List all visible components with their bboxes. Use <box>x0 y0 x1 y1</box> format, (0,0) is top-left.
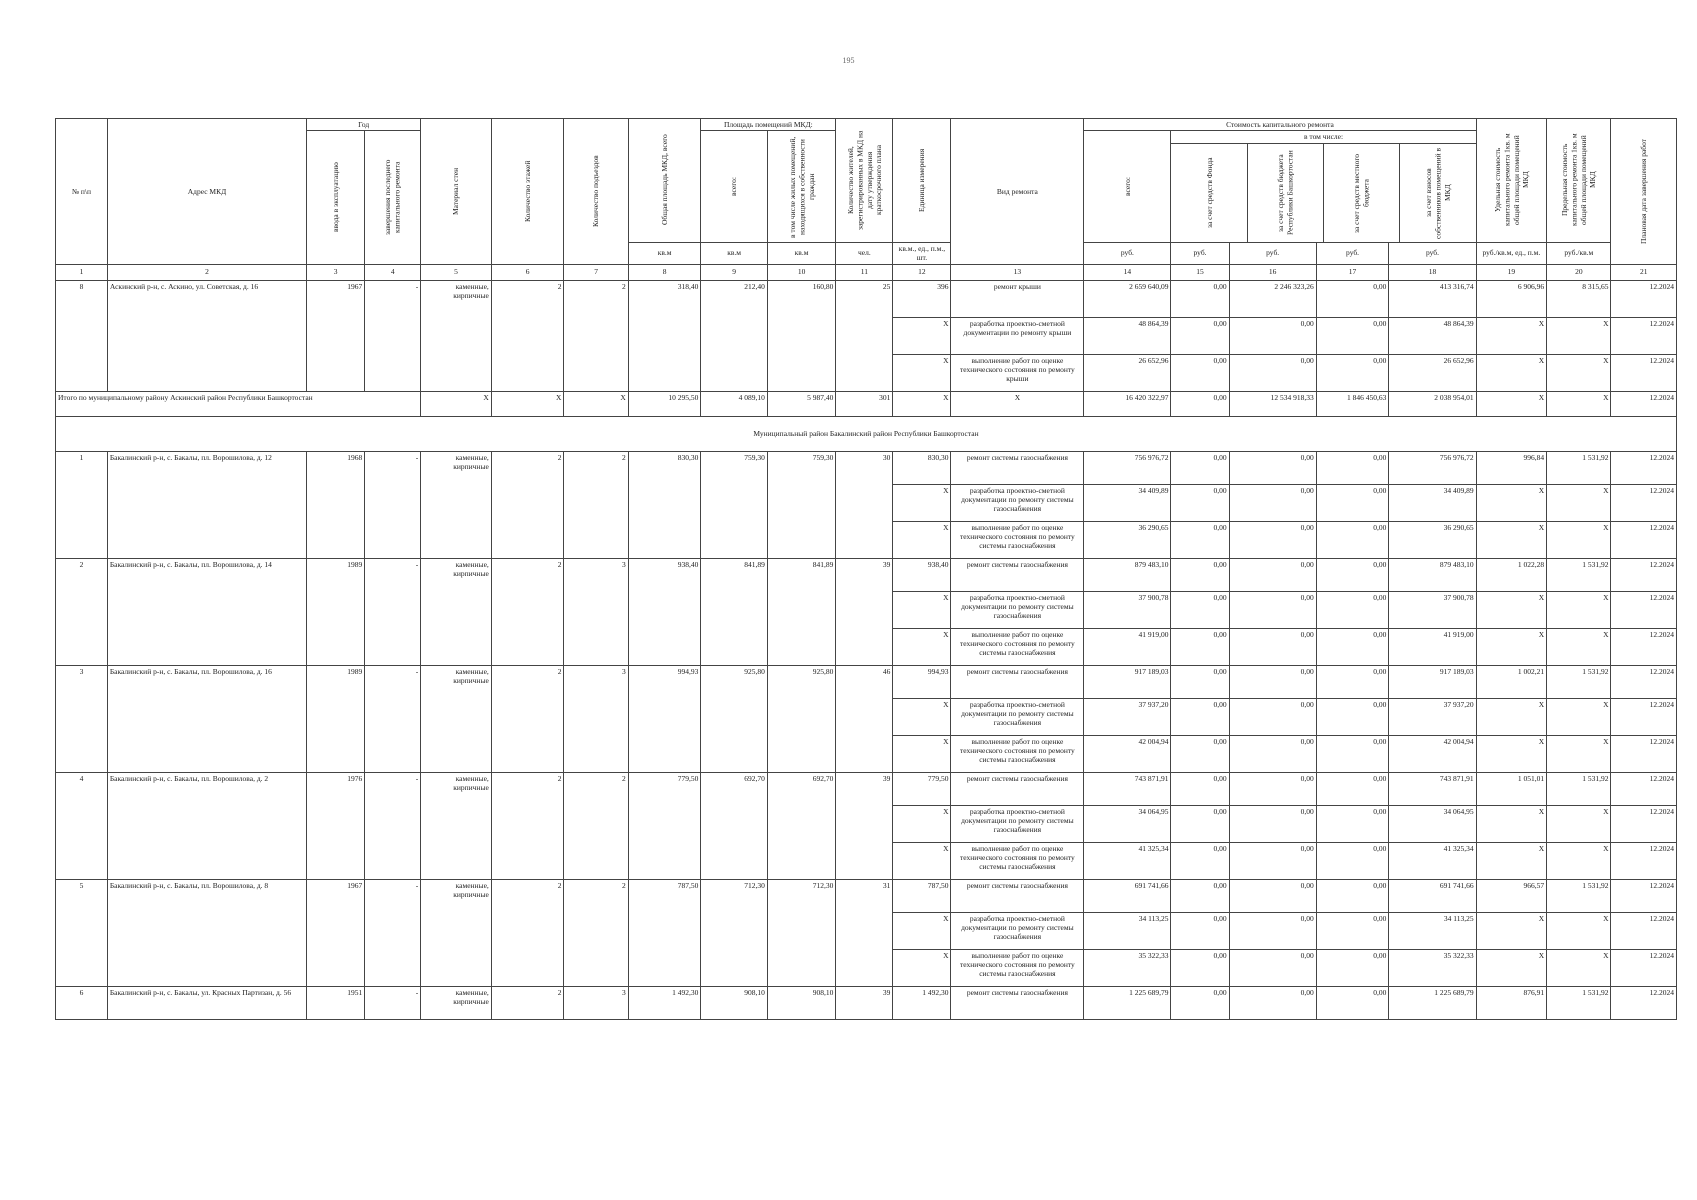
col-including: в том числе: за счет средств Фонда за счет средств бюджета Республики Башкортостан за счет средств местного бюджета за счет взносов собственников помещений в МКД <box>1171 131 1476 242</box>
table-row: X выполнение работ по оценке технического состояния по ремонту системы газоснабжения 35 322,33 0,00 0,00 0,00 35 322,33 X X 12.2024 <box>56 949 1677 986</box>
col-repair-type-header: Вид ремонта <box>951 119 1084 265</box>
col-year-commission: ввода в эксплуатацию <box>307 131 365 264</box>
table-row: 6 Бакалинский р-н, с. Бакалы, ул. Красных Партизан, д. 56 1951 - каменные, кирпичные 2 3 1 492,30 908,10 908,10 39 1 492,30 ремонт системы газоснабжения 1 225 689,79 0,00 0,00 0,00 1 225 689,79 876,91 1 531,92 12.2024 <box>56 986 1677 1019</box>
header-row-1 <box>56 119 1677 131</box>
col-residents-header: Количество жителей, зарегистрированных в МКД на дату утверждения краткосрочного плана <box>836 119 893 243</box>
table-row: 4 Бакалинский р-н, с. Бакалы, пл. Ворошилова, д. 2 1976 - каменные, кирпичные 2 2 779,50 692,70 692,70 39 779,50 ремонт системы газоснабжения 743 871,91 0,00 0,00 0,00 743 871,91 1 051,01 1 531,92 12.2024 <box>56 772 1677 805</box>
section-row <box>56 416 1677 451</box>
col-num-header: № п\п <box>56 119 108 265</box>
col-date-header: Плановая дата завершения работ <box>1611 119 1677 265</box>
table-row: 1 Бакалинский р-н, с. Бакалы, пл. Ворошилова, д. 12 1968 - каменные, кирпичные 2 2 830,30 759,30 759,30 30 830,30 ремонт системы газоснабжения 756 976,72 0,00 0,00 0,00 756 976,72 996,84 1 531,92 12.2024 <box>56 451 1677 484</box>
table-row: X выполнение работ по оценке технического состояния по ремонту системы газоснабжения 41 919,00 0,00 0,00 0,00 41 919,00 X X 12.2024 <box>56 628 1677 665</box>
col-year-last-repair: завершения последнего капитального ремонта <box>365 131 421 264</box>
col-premises-owned: в том числе жилых помещений, находящихся в собственности граждан <box>767 131 835 242</box>
units-row: кв.м кв.м кв.м чел. кв.м., ед., п.м., шт. руб. руб. руб. руб. руб. руб./кв.м, ед., п.м. руб./кв.м <box>56 242 1677 264</box>
table-row: X разработка проектно-сметной документации по ремонту системы газоснабжения 37 900,78 0,00 0,00 0,00 37 900,78 X X 12.2024 <box>56 591 1677 628</box>
col-premises-total: всего: <box>701 131 767 242</box>
col-year-group: Год <box>307 119 421 131</box>
col-unit-header: Единица измерения <box>893 119 951 243</box>
table-row: X разработка проектно-сметной документации по ремонту системы газоснабжения 34 064,95 0,00 0,00 0,00 34 064,95 X X 12.2024 <box>56 805 1677 842</box>
table-row: 3 Бакалинский р-н, с. Бакалы, пл. Ворошилова, д. 16 1989 - каменные, кирпичные 2 3 994,93 925,80 925,80 46 994,93 ремонт системы газоснабжения 917 189,03 0,00 0,00 0,00 917 189,03 1 002,21 1 531,92 12.2024 <box>56 665 1677 698</box>
table-row: X выполнение работ по оценке технического состояния по ремонту системы газоснабжения 41 325,34 0,00 0,00 0,00 41 325,34 X X 12.2024 <box>56 842 1677 879</box>
column-numbers-row: 1 2 3 4 5 6 7 8 9 10 11 12 13 14 15 16 17 18 19 20 21 <box>56 264 1677 280</box>
page-number: 195 <box>842 56 855 65</box>
col-max-cost-header: Предельная стоимость капитального ремонта 1кв. м общей площади помещений МКД <box>1547 119 1611 243</box>
table-row: X выполнение работ по оценке технического состояния по ремонту системы газоснабжения 42 004,94 0,00 0,00 0,00 42 004,94 X X 12.2024 <box>56 735 1677 772</box>
table-row: 5 Бакалинский р-н, с. Бакалы, пл. Ворошилова, д. 8 1967 - каменные, кирпичные 2 2 787,50 712,30 712,30 31 787,50 ремонт системы газоснабжения 691 741,66 0,00 0,00 0,00 691 741,66 966,57 1 531,92 12.2024 <box>56 879 1677 912</box>
col-unit-cost-header: Удельная стоимость капитального ремонта 1кв. м общей площади помещений МКД <box>1476 119 1547 243</box>
col-material-header: Материал стен <box>421 119 492 265</box>
col-cost-group: Стоимость капитального ремонта <box>1084 119 1476 131</box>
table-row: X выполнение работ по оценке технического состояния по ремонту крыши 26 652,96 0,00 0,00 0,00 26 652,96 X X 12.2024 <box>56 354 1677 391</box>
table-row: 2 Бакалинский р-н, с. Бакалы, пл. Ворошилова, д. 14 1989 - каменные, кирпичные 2 3 938,40 841,89 841,89 39 938,40 ремонт системы газоснабжения 879 483,10 0,00 0,00 0,00 879 483,10 1 022,28 1 531,92 12.2024 <box>56 558 1677 591</box>
col-premises-group: Площадь помещений МКД: <box>701 119 836 131</box>
repair-plan-table <box>55 118 1677 1020</box>
col-floors-header: Количество этажей <box>491 119 564 265</box>
col-cost-total: всего: <box>1084 131 1171 242</box>
table-row: X разработка проектно-сметной документации по ремонту крыши 48 864,39 0,00 0,00 0,00 48 864,39 X X 12.2024 <box>56 317 1677 354</box>
table-row: X разработка проектно-сметной документации по ремонту системы газоснабжения 34 113,25 0,00 0,00 0,00 34 113,25 X X 12.2024 <box>56 912 1677 949</box>
table-row: X разработка проектно-сметной документации по ремонту системы газоснабжения 34 409,89 0,00 0,00 0,00 34 409,89 X X 12.2024 <box>56 484 1677 521</box>
table-row: X разработка проектно-сметной документации по ремонту системы газоснабжения 37 937,20 0,00 0,00 0,00 37 937,20 X X 12.2024 <box>56 698 1677 735</box>
table-row: X выполнение работ по оценке технического состояния по ремонту системы газоснабжения 36 290,65 0,00 0,00 0,00 36 290,65 X X 12.2024 <box>56 521 1677 558</box>
total-row: Итого по муниципальному району Аскинский район Республики Башкортостан X X X 10 295,50 4 089,10 5 987,40 301 X X 16 420 322,97 0,00 12 534 918,33 1 846 450,63 2 038 954,01 X X 12.2024 <box>56 391 1677 416</box>
section-title: Муниципальный район Бакалинский район Республики Башкортостан <box>56 416 1677 451</box>
col-address-header: Адрес МКД <box>107 119 306 265</box>
col-total-area-header: Общая площадь МКД, всего <box>628 119 701 243</box>
table-row: 8 Аскинский р-н, с. Аскино, ул. Советская, д. 16 1967 - каменные, кирпичные 2 2 318,40 212,40 160,80 25 396 ремонт крыши 2 659 640,09 0,00 2 246 323,26 0,00 413 316,74 6 906,96 8 315,65 12.2024 <box>56 280 1677 317</box>
col-entrances-header: Количество подъездов <box>564 119 628 265</box>
